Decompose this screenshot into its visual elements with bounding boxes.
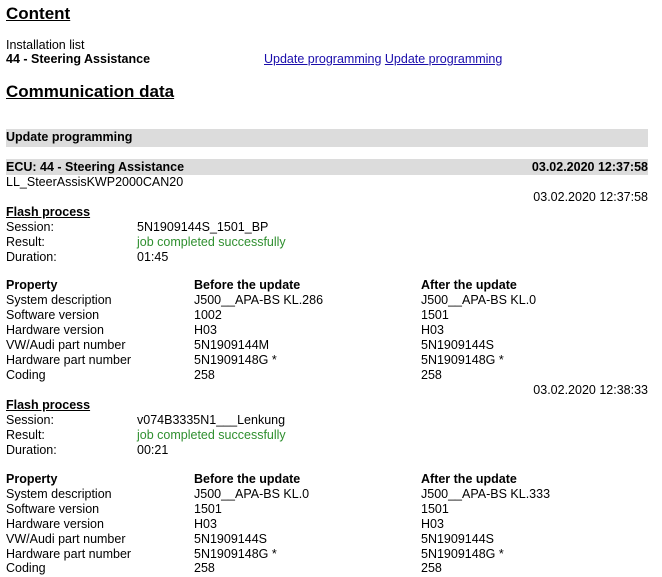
process-1-before-value: H03 [194,323,217,337]
process-1-session-label: Session: [6,220,54,234]
process-1-heading: Flash process [6,205,91,219]
process-1-after-header: After the update [421,278,517,292]
process-2-row-label: Software version [6,502,100,516]
communication-heading: Communication data [6,82,175,101]
update-links [264,52,502,67]
process-1-after-value: 5N1909144S [421,338,494,352]
process-2-row-label: Hardware version [6,517,104,531]
process-1-duration-value: 01:45 [137,250,169,264]
process-1-session-value: 5N1909144S_1501_BP [137,220,269,234]
process-1-after-value: J500__APA-BS KL.0 [421,293,537,307]
process-2-property-header: Property [6,472,58,486]
process-1-before-value: 1002 [194,308,222,322]
process-2-session-value: v074B3335N1___Lenkung [137,413,286,427]
ecu-code: LL_SteerAssisKWP2000CAN20 [6,175,184,189]
process-2-session-label: Session: [6,413,54,427]
process-2-result-value: job completed successfully [137,428,286,442]
process-2-before-value: J500__APA-BS KL.0 [194,487,310,501]
process-1-before-header: Before the update [194,278,301,292]
process-1-duration-label: Duration: [6,250,57,264]
process-2-after-value: J500__APA-BS KL.333 [421,487,551,501]
process-2-result-label: Result: [6,428,45,442]
process-1-row-label: System description [6,293,112,307]
process-1-after-value: 258 [421,368,442,382]
process-2-after-value: 5N1909148G * [421,547,504,561]
process-2-before-value: 5N1909144S [194,532,267,546]
process-2-before-value: 258 [194,561,215,575]
process-1-timestamp: 03.02.2020 12:37:58 [533,190,648,204]
process-2-timestamp: 03.02.2020 12:38:33 [533,383,648,397]
process-2-before-value: H03 [194,517,217,531]
process-2-heading: Flash process [6,398,91,412]
process-1-result-value: job completed successfully [137,235,286,249]
process-2-after-value: 1501 [421,502,449,516]
process-1-row-label: Hardware version [6,323,104,337]
process-1-row-label: Coding [6,368,46,382]
update-programming-link-2[interactable]: Update programming [384,52,503,66]
process-2-after-header: After the update [421,472,517,486]
installation-list-label: Installation list [6,38,85,52]
process-1-before-value: 258 [194,368,215,382]
ecu-title: ECU: 44 - Steering Assistance [6,160,185,174]
update-programming-link-1[interactable]: Update programming [264,52,382,66]
process-1-after-value: 1501 [421,308,449,322]
process-2-row-label: System description [6,487,112,501]
process-1-result-label: Result: [6,235,45,249]
process-2-before-value: 5N1909148G * [194,547,277,561]
process-1-row-label: VW/Audi part number [6,338,126,352]
process-1-row-label: Software version [6,308,100,322]
process-1-before-value: 5N1909148G * [194,353,277,367]
process-2-duration-value: 00:21 [137,443,169,457]
process-1-before-value: J500__APA-BS KL.286 [194,293,324,307]
process-2-row-label: Hardware part number [6,547,132,561]
section-bar-title: Update programming [6,130,133,144]
process-1-after-value: H03 [421,323,444,337]
process-2-row-label: VW/Audi part number [6,532,126,546]
process-1-before-value: 5N1909144M [194,338,270,352]
process-2-after-value: 5N1909144S [421,532,494,546]
content-heading: Content [6,4,71,23]
process-2-before-header: Before the update [194,472,301,486]
process-1-row-label: Hardware part number [6,353,132,367]
process-1-property-header: Property [6,278,58,292]
process-2-before-value: 1501 [194,502,222,516]
process-2-row-label: Coding [6,561,46,575]
process-2-after-value: H03 [421,517,444,531]
installation-ecu-name: 44 - Steering Assistance [6,52,151,66]
process-1-after-value: 5N1909148G * [421,353,504,367]
process-2-duration-label: Duration: [6,443,57,457]
process-2-after-value: 258 [421,561,442,575]
ecu-timestamp: 03.02.2020 12:37:58 [531,160,648,174]
